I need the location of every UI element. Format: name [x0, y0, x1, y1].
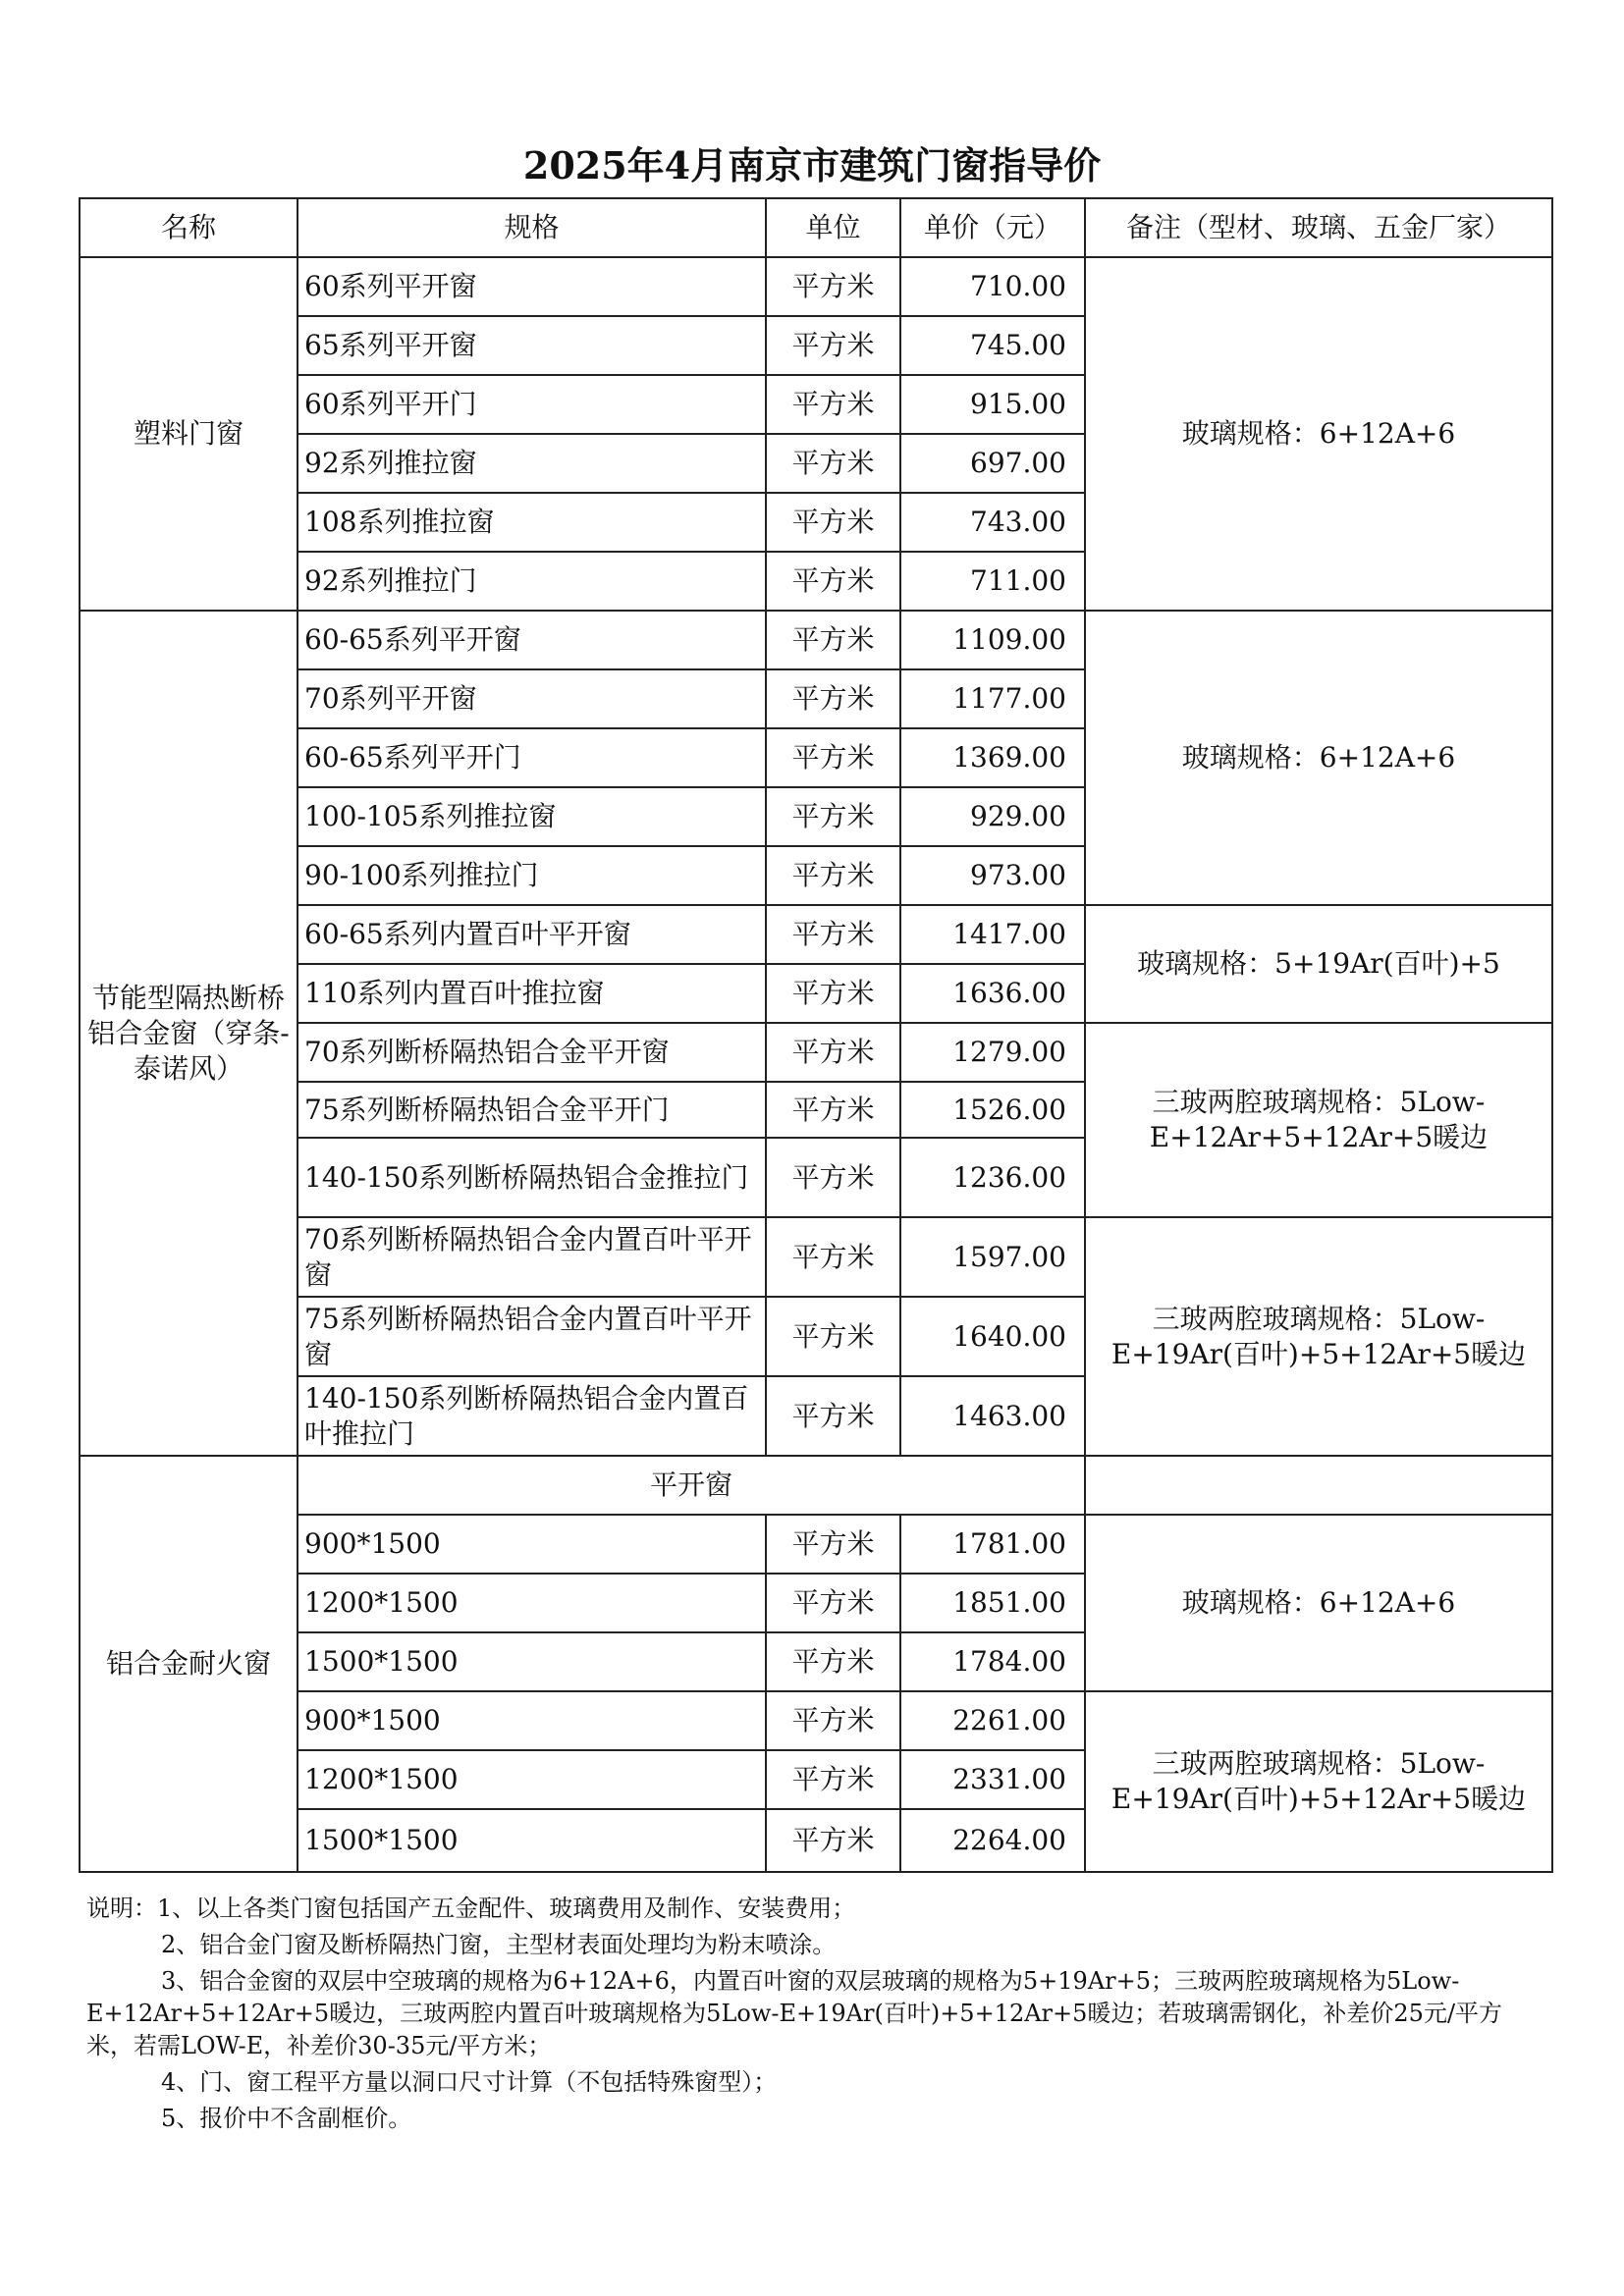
row-spec: 92系列推拉窗: [298, 434, 766, 493]
row-price: 743.00: [900, 493, 1085, 552]
row-spec: 70系列平开窗: [298, 669, 766, 728]
row-price: 1279.00: [900, 1023, 1085, 1082]
row-unit: 平方米: [766, 375, 900, 434]
header-name: 名称: [80, 198, 298, 257]
row-spec: 70系列断桥隔热铝合金内置百叶平开窗: [298, 1217, 766, 1297]
row-spec: 75系列断桥隔热铝合金内置百叶平开窗: [298, 1297, 766, 1376]
group-plastic: 塑料门窗: [80, 257, 298, 611]
row-spec: 60系列平开窗: [298, 257, 766, 316]
row-unit: 平方米: [766, 434, 900, 493]
table-row: [80, 905, 1552, 964]
row-spec: 60-65系列内置百叶平开窗: [298, 905, 766, 964]
table-header-row: [80, 198, 1552, 257]
row-unit: 平方米: [766, 669, 900, 728]
row-price: 2264.00: [900, 1809, 1085, 1872]
row-spec: 1500*1500: [298, 1632, 766, 1691]
notes-section: [86, 1893, 1549, 2139]
row-spec: 140-150系列断桥隔热铝合金推拉门: [298, 1138, 766, 1217]
row-spec: 900*1500: [298, 1691, 766, 1750]
row-price: 1369.00: [900, 728, 1085, 787]
row-unit: 平方米: [766, 316, 900, 375]
note-4: 4、门、窗工程平方量以洞口尺寸计算（不包括特殊窗型）；: [161, 2068, 778, 2096]
row-spec: 60系列平开门: [298, 375, 766, 434]
row-price: 2331.00: [900, 1750, 1085, 1809]
row-spec: 1200*1500: [298, 1574, 766, 1632]
table-row: [80, 1023, 1552, 1082]
row-spec: 90-100系列推拉门: [298, 846, 766, 905]
row-price: 973.00: [900, 846, 1085, 905]
remark-cell: 三玻两腔玻璃规格：5Low-E+19Ar(百叶)+5+12Ar+5暖边: [1085, 1217, 1552, 1456]
row-unit: 平方米: [766, 964, 900, 1023]
row-price: 1851.00: [900, 1574, 1085, 1632]
row-spec: 100-105系列推拉窗: [298, 787, 766, 846]
row-unit: 平方米: [766, 1376, 900, 1456]
row-price: 1526.00: [900, 1082, 1085, 1138]
row-spec: 60-65系列平开门: [298, 728, 766, 787]
table-row: [80, 1515, 1552, 1574]
row-unit: 平方米: [766, 1082, 900, 1138]
row-price: 710.00: [900, 257, 1085, 316]
row-unit: 平方米: [766, 1574, 900, 1632]
row-unit: 平方米: [766, 846, 900, 905]
remark-cell: 玻璃规格：6+12A+6: [1085, 257, 1552, 611]
row-spec: 110系列内置百叶推拉窗: [298, 964, 766, 1023]
row-unit: 平方米: [766, 1750, 900, 1809]
row-unit: 平方米: [766, 611, 900, 669]
row-spec: 60-65系列平开窗: [298, 611, 766, 669]
row-unit: 平方米: [766, 1023, 900, 1082]
row-price: 1236.00: [900, 1138, 1085, 1217]
remark-cell: 玻璃规格：6+12A+6: [1085, 1515, 1552, 1691]
row-price: 1640.00: [900, 1297, 1085, 1376]
row-price: 745.00: [900, 316, 1085, 375]
row-unit: 平方米: [766, 1632, 900, 1691]
table-row: [80, 257, 1552, 316]
row-spec: 108系列推拉窗: [298, 493, 766, 552]
row-unit: 平方米: [766, 552, 900, 611]
table-row: [80, 1217, 1552, 1297]
group-fire: 铝合金耐火窗: [80, 1456, 298, 1872]
row-unit: 平方米: [766, 257, 900, 316]
row-spec: 65系列平开窗: [298, 316, 766, 375]
row-unit: 平方米: [766, 1515, 900, 1574]
row-unit: 平方米: [766, 1138, 900, 1217]
row-spec: 1500*1500: [298, 1809, 766, 1872]
row-price: 697.00: [900, 434, 1085, 493]
fire-subheader: 平开窗: [298, 1456, 1085, 1515]
table-row: [80, 1456, 1552, 1515]
row-unit: 平方米: [766, 787, 900, 846]
row-price: 1784.00: [900, 1632, 1085, 1691]
note-1: 说明：1、以上各类门窗包括国产五金配件、玻璃费用及制作、安装费用；: [86, 1895, 856, 1922]
row-spec: 1200*1500: [298, 1750, 766, 1809]
table-row: [80, 611, 1552, 669]
row-price: 1177.00: [900, 669, 1085, 728]
row-unit: 平方米: [766, 905, 900, 964]
row-unit: 平方米: [766, 493, 900, 552]
row-price: 1463.00: [900, 1376, 1085, 1456]
row-price: 915.00: [900, 375, 1085, 434]
table-row: [80, 1691, 1552, 1750]
remark-cell: 三玻两腔玻璃规格：5Low-E+19Ar(百叶)+5+12Ar+5暖边: [1085, 1691, 1552, 1872]
row-spec: 140-150系列断桥隔热铝合金内置百叶推拉门: [298, 1376, 766, 1456]
row-unit: 平方米: [766, 1217, 900, 1297]
remark-cell-empty: [1085, 1456, 1552, 1515]
remark-cell: 玻璃规格：5+19Ar(百叶)+5: [1085, 905, 1552, 1023]
row-price: 1636.00: [900, 964, 1085, 1023]
row-price: 1417.00: [900, 905, 1085, 964]
note-2: 2、铝合金门窗及断桥隔热门窗，主型材表面处理均为粉末喷涂。: [161, 1931, 837, 1958]
row-price: 2261.00: [900, 1691, 1085, 1750]
header-note: 备注（型材、玻璃、五金厂家）: [1085, 198, 1552, 257]
row-unit: 平方米: [766, 1809, 900, 1872]
note-3: 3、铝合金窗的双层中空玻璃的规格为6+12A+6，内置百叶窗的双层玻璃的规格为5+19Ar+5；三玻两腔玻璃规格为5Low-E+12Ar+5+12Ar+5暖边，三玻两腔内置百叶玻璃规格为5Low-E+19Ar(百叶)+5+12Ar+5暖边；若玻璃需钢化，补差价25元/平方米，若需LOW-E，补差价30-35元/平方米；: [86, 1967, 1503, 2059]
row-price: 929.00: [900, 787, 1085, 846]
page-title: 2025年4月南京市建筑门窗指导价: [522, 143, 1102, 187]
row-spec: 70系列断桥隔热铝合金平开窗: [298, 1023, 766, 1082]
header-unit: 单位: [766, 198, 900, 257]
price-table: [79, 197, 1553, 1873]
group-alu: 节能型隔热断桥铝合金窗（穿条-泰诺风）: [80, 611, 298, 1456]
row-spec: 900*1500: [298, 1515, 766, 1574]
row-price: 1597.00: [900, 1217, 1085, 1297]
header-spec: 规格: [298, 198, 766, 257]
note-5: 5、报价中不含副框价。: [161, 2105, 412, 2132]
remark-cell: 玻璃规格：6+12A+6: [1085, 611, 1552, 905]
remark-cell: 三玻两腔玻璃规格：5Low-E+12Ar+5+12Ar+5暖边: [1085, 1023, 1552, 1217]
row-spec: 75系列断桥隔热铝合金平开门: [298, 1082, 766, 1138]
row-unit: 平方米: [766, 728, 900, 787]
row-price: 1781.00: [900, 1515, 1085, 1574]
row-unit: 平方米: [766, 1297, 900, 1376]
row-unit: 平方米: [766, 1691, 900, 1750]
row-price: 711.00: [900, 552, 1085, 611]
row-price: 1109.00: [900, 611, 1085, 669]
row-spec: 92系列推拉门: [298, 552, 766, 611]
header-price: 单价（元）: [900, 198, 1085, 257]
